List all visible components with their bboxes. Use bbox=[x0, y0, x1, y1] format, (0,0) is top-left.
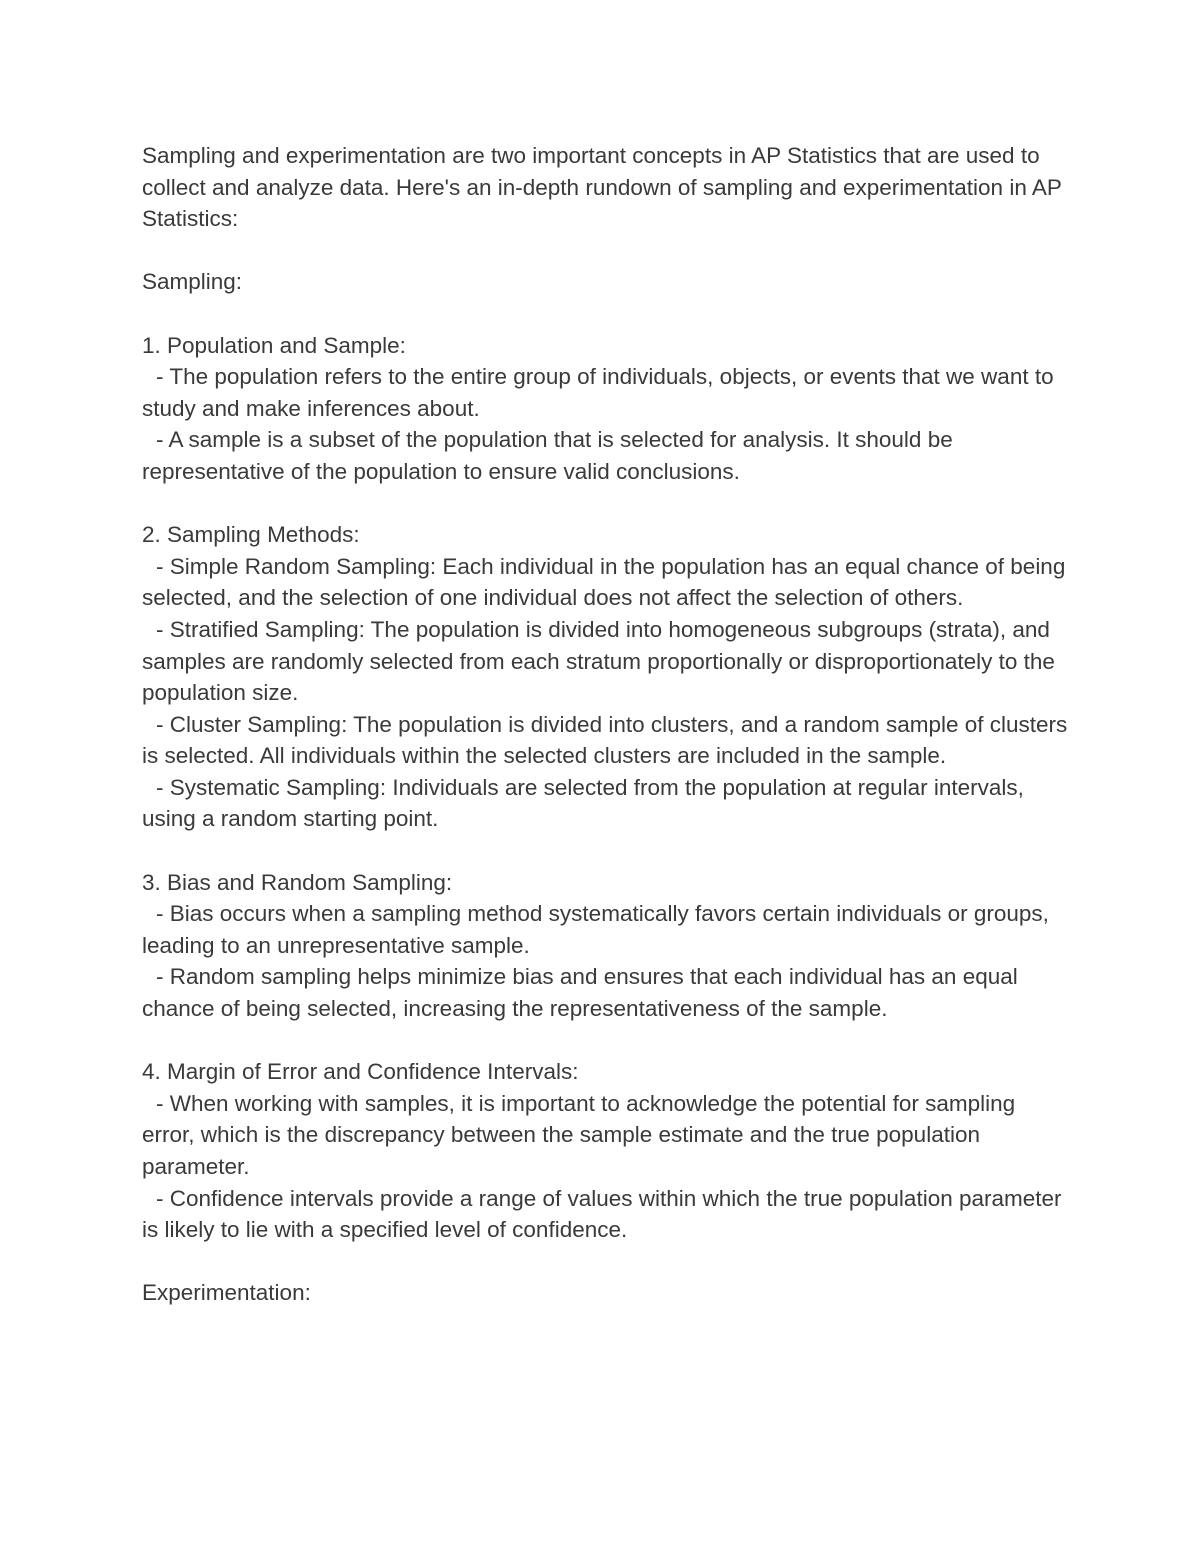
sampling-heading: Sampling: bbox=[142, 269, 243, 295]
spacer bbox=[142, 488, 1072, 520]
intro-paragraph: Sampling and experimentation are two important concepts in AP Statistics that are used to collect and analyze data. Here's an in-depth rundown of sampling and experimentation in AP Statistics: bbox=[142, 143, 1062, 232]
experimentation-heading: Experimentation: bbox=[142, 1280, 311, 1306]
spacer bbox=[142, 298, 1072, 330]
section-heading: 3. Bias and Random Sampling: bbox=[142, 869, 453, 895]
section-bias-random-sampling bbox=[142, 867, 1072, 1025]
bullet-item: - Simple Random Sampling: Each individual in the population has an equal chance of being selected, and the selection of one individual does not affect the selection of others. bbox=[142, 553, 1066, 611]
spacer bbox=[142, 1246, 1072, 1278]
spacer bbox=[142, 1025, 1072, 1057]
bullet-item: - Cluster Sampling: The population is divided into clusters, and a random sample of clusters is selected. All individuals within the selected clusters are included in the sample. bbox=[142, 711, 1068, 769]
bullet-item: - Stratified Sampling: The population is divided into homogeneous subgroups (strata), and samples are randomly selected from each stratum proportionally or disproportionately to the population size. bbox=[142, 616, 1055, 706]
section-heading: 4. Margin of Error and Confidence Intervals: bbox=[142, 1059, 579, 1085]
section-heading: 1. Population and Sample: bbox=[142, 332, 406, 358]
bullet-item: - Bias occurs when a sampling method systematically favors certain individuals or groups, leading to an unrepresentative sample. bbox=[142, 901, 1049, 958]
bullet-item: - The population refers to the entire group of individuals, objects, or events that we want to study and make inferences about. bbox=[142, 364, 1054, 421]
section-sampling-methods bbox=[142, 519, 1072, 835]
bullet-item: - A sample is a subset of the population that is selected for analysis. It should be representative of the population to ensure valid conclusions. bbox=[142, 427, 953, 484]
document-body bbox=[142, 140, 1072, 1309]
bullet-item: - Confidence intervals provide a range of values within which the true population parameter is likely to lie with a specified level of confidence. bbox=[142, 1185, 1062, 1243]
section-heading: 2. Sampling Methods: bbox=[142, 522, 360, 548]
spacer bbox=[142, 235, 1072, 267]
spacer bbox=[142, 835, 1072, 867]
bullet-item: - Random sampling helps minimize bias and ensures that each individual has an equal chance of being selected, increasing the representativeness of the sample. bbox=[142, 964, 1018, 1022]
section-population-sample bbox=[142, 330, 1072, 488]
bullet-item: - When working with samples, it is important to acknowledge the potential for sampling error, which is the discrepancy between the sample estimate and the true population parameter. bbox=[142, 1090, 1016, 1179]
bullet-item: - Systematic Sampling: Individuals are selected from the population at regular intervals, using a random starting point. bbox=[142, 774, 1024, 832]
section-margin-of-error bbox=[142, 1056, 1072, 1246]
